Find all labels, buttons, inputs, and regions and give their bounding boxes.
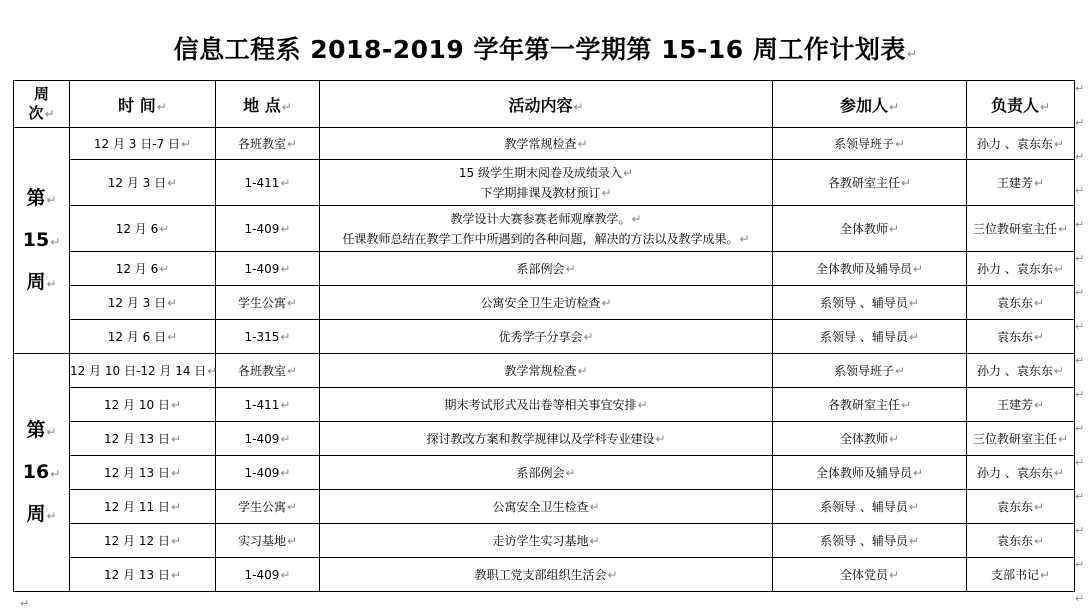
- work-plan-table: [13, 80, 1075, 592]
- participants-cell: 全体教师↵: [773, 422, 967, 456]
- content-cell: 教学常规检查↵: [320, 354, 773, 388]
- header-owner: 负责人↵: [967, 81, 1075, 128]
- content-cell: 系部例会↵: [320, 456, 773, 490]
- table-row: [14, 354, 1075, 388]
- content-cell: 15 级学生期末阅卷及成绩录入↵ 下学期排课及教材预订↵: [320, 160, 773, 206]
- participants-cell: 全体教师↵: [773, 206, 967, 252]
- week-label-cell: 第↵ 15↵ 周↵: [14, 128, 70, 354]
- time-cell: 12 月 10 日↵: [70, 388, 216, 422]
- participants-cell: 各教研室主任↵: [773, 388, 967, 422]
- place-cell: 学生公寓↵: [216, 490, 320, 524]
- week-label-part: 周: [26, 270, 46, 293]
- place-cell: 1-409↵: [216, 206, 320, 252]
- table-row: [14, 524, 1075, 558]
- content-cell: 教学设计大赛参赛老师观摩教学。↵ 任课教师总结在教学工作中所遇到的各种问题，解决的方法以及教学成果。↵: [320, 206, 773, 252]
- table-row: [14, 558, 1075, 592]
- participants-cell: 系领导 、辅导员↵: [773, 490, 967, 524]
- time-cell: 12 月 10 日-12 月 14 日↵: [70, 354, 216, 388]
- page-edge-markers: ↵ ↵ ↵ ↵ ↵ ↵ ↵ ↵ ↵ ↵ ↵ ↵ ↵ ↵ ↵ ↵: [1075, 82, 1085, 605]
- document-title: 信息工程系 2018-2019 学年第一学期第 15-16 周工作计划表↵: [173, 35, 918, 64]
- time-cell: 12 月 3 日↵: [70, 160, 216, 206]
- participants-cell: 系领导 、辅导员↵: [773, 286, 967, 320]
- participants-cell: 全体教师及辅导员↵: [773, 456, 967, 490]
- header-place: 地 点↵: [216, 81, 320, 128]
- content-cell: 公寓安全卫生走访检查↵: [320, 286, 773, 320]
- place-cell: 1-409↵: [216, 558, 320, 592]
- header-time: 时 间↵: [70, 81, 216, 128]
- place-cell: 1-315↵: [216, 320, 320, 354]
- place-cell: 1-411↵: [216, 160, 320, 206]
- place-cell: 1-411↵: [216, 388, 320, 422]
- owner-cell: 袁东东↵: [967, 490, 1075, 524]
- time-cell: 12 月 12 日↵: [70, 524, 216, 558]
- content-cell: 优秀学子分享会↵: [320, 320, 773, 354]
- owner-cell: 三位教研室主任↵: [967, 206, 1075, 252]
- owner-cell: 孙力 、袁东东↵: [967, 456, 1075, 490]
- time-cell: 12 月 6↵: [70, 252, 216, 286]
- table-row: [14, 320, 1075, 354]
- place-cell: 1-409↵: [216, 252, 320, 286]
- time-cell: 12 月 3 日↵: [70, 286, 216, 320]
- week-label-part: 15: [22, 228, 50, 251]
- table-row: [14, 422, 1075, 456]
- content-cell: 教职工党支部组织生活会↵: [320, 558, 773, 592]
- header-content: 活动内容↵: [320, 81, 773, 128]
- time-cell: 12 月 13 日↵: [70, 558, 216, 592]
- time-cell: 12 月 6 日↵: [70, 320, 216, 354]
- content-cell: 教学常规检查↵: [320, 128, 773, 160]
- time-cell: 12 月 6↵: [70, 206, 216, 252]
- content-cell: 探讨教改方案和教学规律以及学科专业建设↵: [320, 422, 773, 456]
- table-row: [14, 286, 1075, 320]
- place-cell: 实习基地↵: [216, 524, 320, 558]
- table-row: [14, 252, 1075, 286]
- participants-cell: 系领导 、辅导员↵: [773, 320, 967, 354]
- week-label-part: 周: [26, 502, 46, 525]
- participants-cell: 系领导班子↵: [773, 128, 967, 160]
- time-cell: 12 月 3 日-7 日↵: [70, 128, 216, 160]
- participants-cell: 系领导 、辅导员↵: [773, 524, 967, 558]
- table-row: [14, 160, 1075, 206]
- owner-cell: 王建芳↵: [967, 160, 1075, 206]
- participants-cell: 全体党员↵: [773, 558, 967, 592]
- owner-cell: 孙力 、袁东东↵: [967, 128, 1075, 160]
- paragraph-mark: ↵: [20, 597, 30, 610]
- owner-cell: 王建芳↵: [967, 388, 1075, 422]
- owner-cell: 孙力 、袁东东↵: [967, 252, 1075, 286]
- table-row: [14, 456, 1075, 490]
- header-participants: 参加人↵: [773, 81, 967, 128]
- week-label-part: 第: [26, 186, 46, 209]
- content-cell: 公寓安全卫生检查↵: [320, 490, 773, 524]
- content-cell: 期末考试形式及出卷等相关事宜安排↵: [320, 388, 773, 422]
- place-cell: 1-409↵: [216, 456, 320, 490]
- table-header-row: [14, 81, 1075, 128]
- table-row: [14, 490, 1075, 524]
- table-row: [14, 206, 1075, 252]
- owner-cell: 三位教研室主任↵: [967, 422, 1075, 456]
- week-label-part: 第: [26, 418, 46, 441]
- week-label-part: 16: [22, 460, 50, 483]
- participants-cell: 全体教师及辅导员↵: [773, 252, 967, 286]
- time-cell: 12 月 11 日↵: [70, 490, 216, 524]
- owner-cell: 袁东东↵: [967, 524, 1075, 558]
- header-week: 周 次↵: [14, 81, 70, 128]
- place-cell: 1-409↵: [216, 422, 320, 456]
- table-row: [14, 388, 1075, 422]
- time-cell: 12 月 13 日↵: [70, 456, 216, 490]
- owner-cell: 袁东东↵: [967, 286, 1075, 320]
- participants-cell: 系领导班子↵: [773, 354, 967, 388]
- participants-cell: 各教研室主任↵: [773, 160, 967, 206]
- place-cell: 学生公寓↵: [216, 286, 320, 320]
- table-row: [14, 128, 1075, 160]
- place-cell: 各班教室↵: [216, 354, 320, 388]
- owner-cell: 袁东东↵: [967, 320, 1075, 354]
- place-cell: 各班教室↵: [216, 128, 320, 160]
- owner-cell: 支部书记↵: [967, 558, 1075, 592]
- week-label-cell: 第↵ 16↵ 周↵: [14, 354, 70, 592]
- owner-cell: 孙力 、袁东东↵: [967, 354, 1075, 388]
- content-cell: 系部例会↵: [320, 252, 773, 286]
- content-cell: 走访学生实习基地↵: [320, 524, 773, 558]
- time-cell: 12 月 13 日↵: [70, 422, 216, 456]
